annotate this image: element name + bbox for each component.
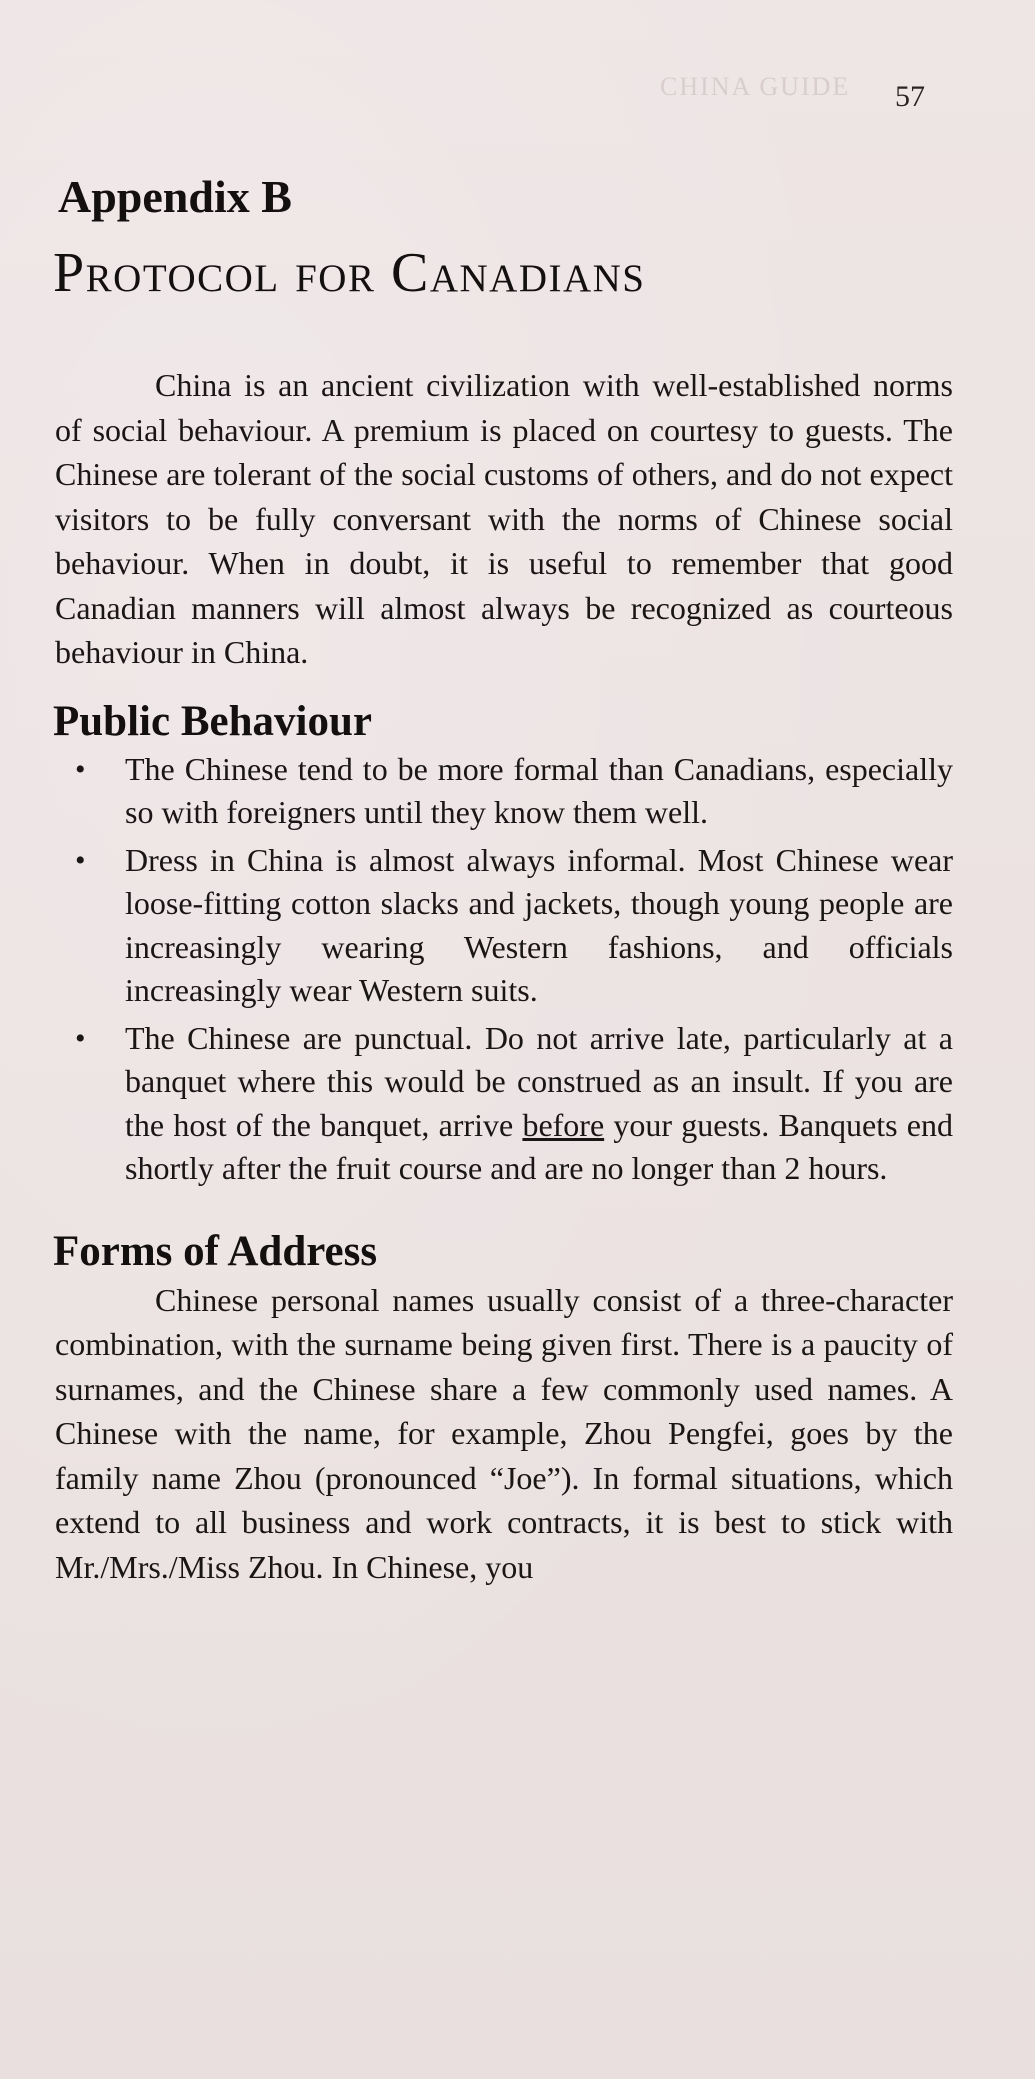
intro-paragraph: China is an ancient civilization with well-established norms of social behaviour. A premium is placed on courtesy to guests. The Chinese are tolerant of the social customs of others, and do not expect visitors to be fully conversant with the norms of Chinese social behaviour. When in doubt, it is useful to remember that good Canadian manners will almost always be recognized as courteous behaviour in China. xyxy=(55,367,953,670)
list-item-text-after: your guests. Banquets end shortly after the fruit course and are no longer than 2 hours. xyxy=(125,1106,954,1186)
section-heading-public-behaviour: Public Behaviour xyxy=(53,697,372,745)
forms-of-address-paragraph: Chinese personal names usually consist of a three-character combination, with the surname being given first. There is a paucity of surnames, and the Chinese share a few commonly used names. A Chinese with the name, for example, Zhou Pengfei, goes by the family name Zhou (pronounced “Joe”). In formal situations, which extend to all business and work contracts, it is best to stick with Mr./Mrs./Miss Zhou. In Chinese, you xyxy=(55,1281,953,1585)
list-item-text: The Chinese tend to be more formal than Canadians, especially so with foreigners until they know them well. xyxy=(125,750,953,830)
page-content xyxy=(53,170,953,1589)
bullet-icon: • xyxy=(75,1021,86,1055)
page-number: 57 xyxy=(895,80,925,113)
underlined-emphasis: before xyxy=(522,1106,605,1143)
list-item xyxy=(53,839,953,1013)
appendix-label: Appendix B xyxy=(58,171,292,222)
bullet-icon: • xyxy=(75,843,86,877)
list-item xyxy=(53,1017,953,1191)
list-item xyxy=(53,748,953,835)
show-through-running-head: CHINA GUIDE xyxy=(660,72,851,101)
section-heading-forms-of-address: Forms of Address xyxy=(53,1227,378,1275)
list-item-text-before: The Chinese are punctual. Do not arrive late, particularly at a banquet where this would be construed as an insult. If you are the host of the banquet, arrive xyxy=(125,1019,953,1143)
page-title: Protocol for Canadians xyxy=(53,242,646,304)
public-behaviour-list xyxy=(53,748,953,1191)
list-item-text: Dress in China is almost always informal. Most Chinese wear loose-fitting cotton slacks and jackets, though young people are increasingly wearing Western fashions, and officials increasingly wear Western suits. xyxy=(125,841,953,1008)
bullet-icon: • xyxy=(75,752,86,786)
